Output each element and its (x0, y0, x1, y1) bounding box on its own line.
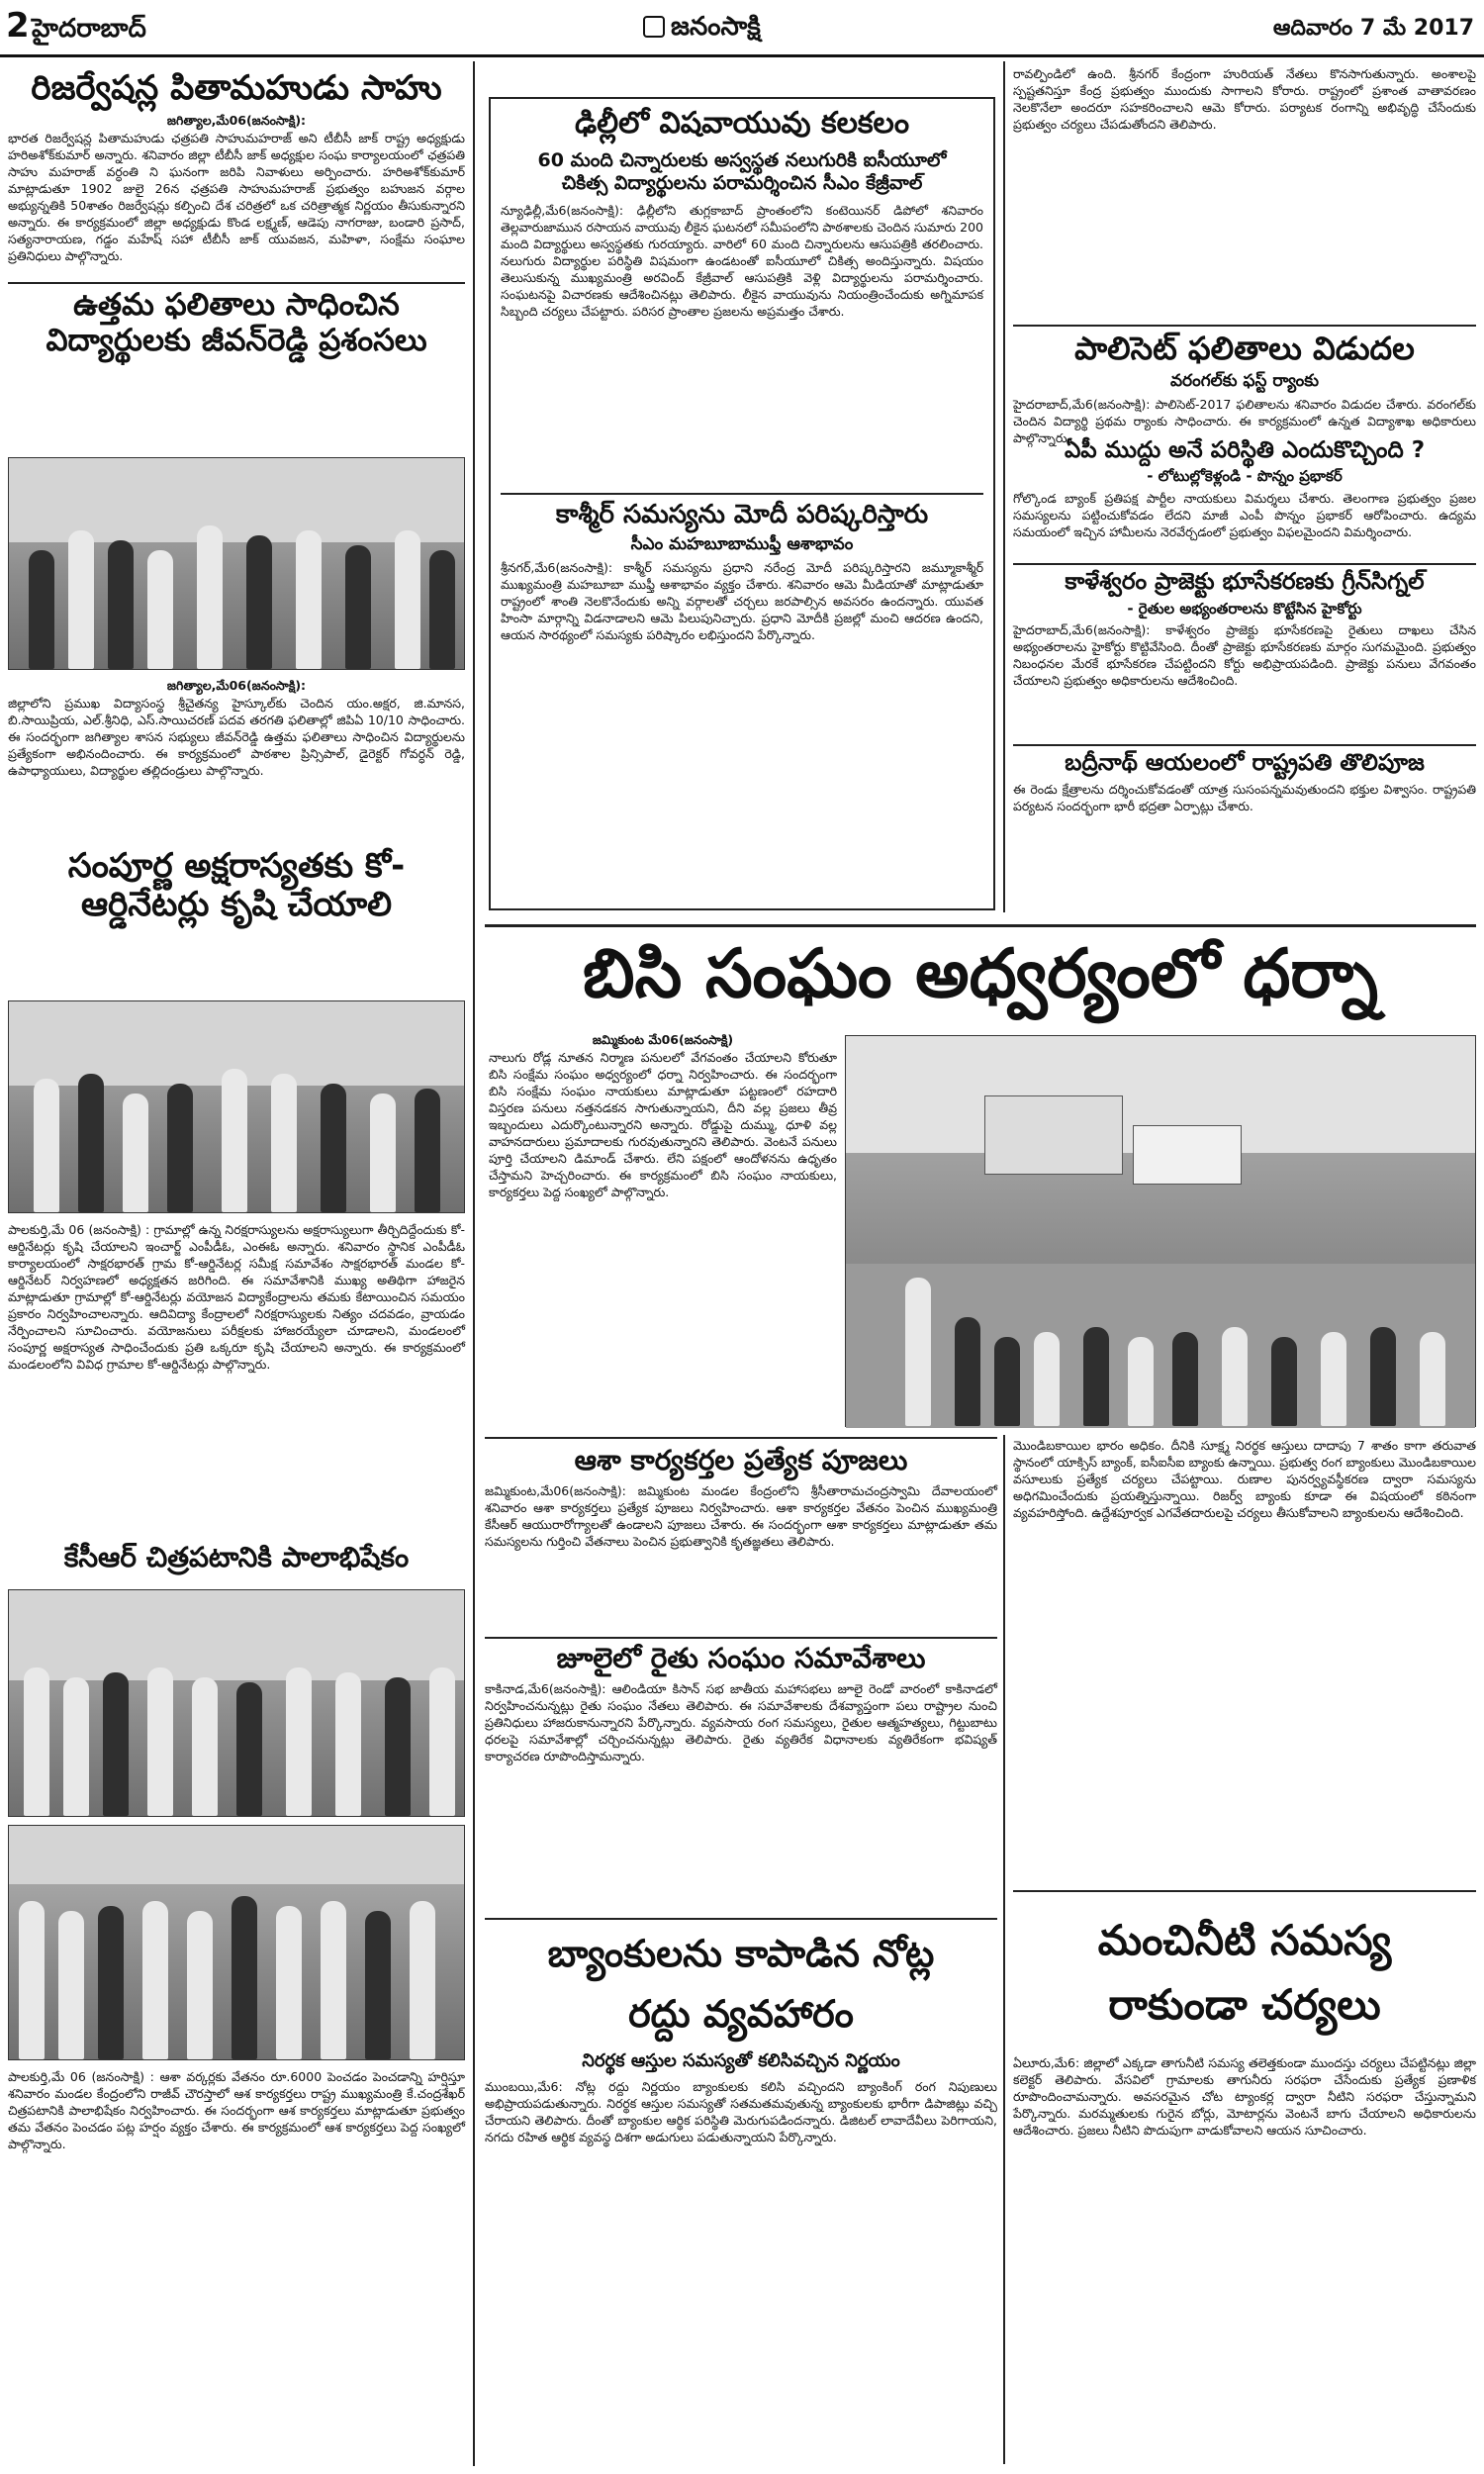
article-body: ఏలూరు,మే6: జిల్లాలో ఎక్కడా తాగునీటి సమస్య తలెత్తకుండా ముందస్తు చర్యలు చేపట్టినట్లు జిల్లా కలెక్టర్ తెలిపారు. వేసవిలో గ్రామాలకు తాగునీరు సరఫరా చేసేందుకు ప్రత్యేక ప్రణాళిక రూపొందించామన్నారు. అవసరమైన చోట ట్యాంకర్ల ద్వారా నీటిని సరఫరా చేస్తున్నామని పేర్కొన్నారు. మరమ్మతులకు గురైన బోర్లు, మోటార్లను వెంటనే బాగు చేయాలని అధికారులను ఆదేశించారు. ప్రజలు నీటిని పొదుపుగా వాడుకోవాలని ఆయన సూచించారు. (1013, 2055, 1476, 2139)
kcr-photo-2 (8, 1825, 465, 2060)
article-body: హైదరాబాద్,మే6(జనంసాక్షి): కాళేశ్వరం ప్రాజెక్టు భూసేకరణపై రైతులు దాఖలు చేసిన అభ్యంతరాలను హైకోర్టు కొట్టివేసింది. దీంతో ప్రాజెక్టు భూసేకరణకు మార్గం సుగమమైంది. ప్రభుత్వం నిబంధనల మేరకే భూసేకరణ చేపట్టిందని కోర్టు అభిప్రాయపడింది. ప్రాజెక్టు పనులు వేగవంతం చేయాలని ప్రభుత్వం అధికారులను ఆదేశించింది. (1013, 622, 1476, 689)
headline-asha: ఆశా కార్యకర్తల ప్రత్యేక పూజలు (574, 1444, 908, 1476)
issue-date: ఆదివారం 7 మే 2017 (1272, 16, 1474, 41)
dateline: జగిత్యాల,మే06(జనంసాక్షి): (166, 678, 307, 693)
article-body: పాలకుర్తి,మే 06 (జనంసాక్షి) : గ్రామాల్లో ఉన్న నిరక్షరాస్యులను అక్షరాస్యులుగా తీర్చిదిద్దేందుకు కో-ఆర్డినేటర్లు కృషి చేయాలని ఇంచార్జ్ ఎంపీడీఓ, ఎంఈఓ అన్నారు. శనివారం స్థానిక ఎంపీడీఓ కార్యాలయంలో సాక్షరభారత్ గ్రామ కో-ఆర్డినేటర్ల సమీక్ష సమావేశం సాక్షరభారత్ మండల కో-ఆర్డినేటర్ నిర్వహణలో అధ్యక్షతన జరిగింది. ఈ సమావేశానికి ముఖ్య అతిథిగా హాజరైన మాట్లాడుతూ గ్రామాల్లో కో-ఆర్డినేటర్లు వయోజన విద్యాకేంద్రాలను తమకు కేటాయించిన సమయం ప్రకారం నిర్వహించాలన్నారు. ఆదివిద్యా కేంద్రాలలో నిరక్షరాస్యులకు నిత్యం చదవడం, వ్రాయడం నేర్పించాలని సూచించారు. వయోజనులు పరీక్షలకు హాజరయ్యేలా చూడాలని, మండలంలో సంపూర్ణ అక్షరాస్యత సాధించేందుకు ప్రతి ఒక్కరూ కృషి చేయాలని అన్నారు. ఈ కార్యక్రమంలో మండలంలోని వివిధ గ్రామాల కో-ఆర్డినేటర్లు పాల్గొన్నారు. (8, 1222, 465, 1372)
masthead (0, 0, 1484, 57)
divider (501, 493, 983, 495)
subheadline-banks: నిరర్థక ఆస్తుల సమస్యతో కలిసివచ్చిన నిర్ణయం (582, 2049, 900, 2071)
headline-delhi: ఢిల్లీలో విషవాయువు కలకలం (574, 106, 910, 141)
article-body: నాలుగు రోడ్ల నూతన నిర్మాణ పనులలో వేగవంతం చేయాలని కోరుతూ బిసి సంక్షేమ సంఘం అధ్వర్యంలో ధర్నా నిర్వహించారు. ఈ సందర్భంగా బిసి సంక్షేమ సంఘం నాయకులు మాట్లాడుతూ పట్టణంలో రహదారి విస్తరణ పనులు నత్తనడకన సాగుతున్నాయని, దీని వల్ల ప్రజలు తీవ్ర ఇబ్బందులు ఎదుర్కొంటున్నారని అన్నారు. రోడ్డుపై దుమ్ము, ధూళి వల్ల వాహనదారులు ప్రమాదాలకు గురవుతున్నారని తెలిపారు. వెంటనే పనులు పూర్తి చేయాలని డిమాండ్ చేశారు. లేని పక్షంలో ఆందోళనను ఉధృతం చేస్తామని హెచ్చరించారు. ఈ కార్యక్రమంలో బిసి సంఘం నాయకులు, కార్యకర్తలు పెద్ద సంఖ్యలో పాల్గొన్నారు. (489, 1050, 837, 1199)
headline-kashmir: కాశ్మీర్ సమస్యను మోదీ పరిష్కరిస్తారు (555, 500, 929, 529)
logo-icon (643, 16, 665, 38)
article-body: మొండిబకాయిల భారం అధికం. దీనికి సూక్ష్మ నిరర్థక ఆస్తులు దాదాపు 7 శాతం కాగా తరువాత స్థానంలో యాక్సిస్ బ్యాంక్, ఐసీఐసీఐ బ్యాంకు ఉన్నాయి. ప్రభుత్వ రంగ బ్యాంకులు మొండిబకాయిల వసూలుకు ప్రత్యేక చర్యలు చేపట్టాయి. రుణాల పునర్వ్యవస్థీకరణ ద్వారా సమస్యను అధిగమించేందుకు ప్రయత్నిస్తున్నాయి. రిజర్వ్ బ్యాంకు కూడా ఈ విషయంలో కఠినంగా వ్యవహరిస్తోంది. ఉద్దేశపూర్వక ఎగవేతదారులపై చర్యలు తీసుకోవాలని బ్యాంకులను ఆదేశించింది. (1013, 1438, 1476, 1520)
article-body: ఈ రెండు క్షేత్రాలను దర్శించుకోవడంతో యాత్ర సుసంపన్నమవుతుందని భక్తుల విశ్వాసం. రాష్ట్రపతి పర్యటన సందర్భంగా భారీ భద్రతా ఏర్పాట్లు చేశారు. (1013, 781, 1476, 813)
subheadline-kaleshwaram: - రైతుల అభ్యంతరాలను కొట్టేసిన హైకోర్టు (1127, 599, 1362, 618)
divider (8, 282, 465, 284)
article-body: జమ్మికుంట,మే06(జనంసాక్షి): జమ్మికుంట మండల కేంద్రంలోని శ్రీసీతారామచంద్రస్వామి దేవాలయంలో శనివారం ఆశా కార్యకర్తలు ప్రత్యేక పూజలు నిర్వహించారు. ఆశా కార్యకర్తల వేతనం పెంచిన ముఖ్యమంత్రి కేసీఆర్ ఆయురారోగ్యాలతో ఉండాలని పూజలు చేశారు. ఈ సందర్భంగా ఆశా కార్యకర్తలు మాట్లాడుతూ తమ సమస్యలను గుర్తించి వేతనాలు పెంచిన ప్రభుత్వానికి కృతజ్ఞతలు తెలిపారు. (485, 1483, 997, 1550)
headline-badrinath: బద్రీనాథ్ ఆయలంలో రాష్ట్రపతి తొలిపూజ (1065, 750, 1425, 777)
divider (1013, 563, 1476, 565)
subheadline-delhi: 60 మంది చిన్నారులకు అస్వస్థత నలుగురికి ఐసీయూలో చికిత్స విద్యార్థులను పరామర్శించిన సీఎం కేజ్రీవాల్ (537, 148, 947, 195)
article-body: ముంబయి,మే6: నోట్ల రద్దు నిర్ణయం బ్యాంకులకు కలిసి వచ్చిందని బ్యాంకింగ్ రంగ నిపుణులు అభిప్రాయపడుతున్నారు. నిరర్థక ఆస్తుల సమస్యతో సతమతమవుతున్న బ్యాంకులకు భారీగా డిపాజిట్లు వచ్చి చేరాయని తెలిపారు. దీంతో బ్యాంకుల ఆర్థిక పరిస్థితి మెరుగుపడిందన్నారు. డిజిటల్ లావాదేవీలు పెరిగాయని, నగదు రహిత ఆర్థిక వ్యవస్థ దిశగా అడుగులు పడుతున్నాయని పేర్కొన్నారు. (485, 2079, 997, 2145)
dateline: జమ్మికుంట మే06(జనంసాక్షి) (592, 1032, 734, 1047)
column-rule-top-right (1003, 61, 1005, 912)
column-rule-bottom-right (1003, 1435, 1005, 2464)
paper-name: జనంసాక్షి (671, 12, 761, 42)
bc-dharna-article (489, 1031, 837, 1427)
article-body: హైదరాబాద్,మే6(జనంసాక్షి): పాలిసెట్-2017 ఫలితాలను శనివారం విడుదల చేశారు. వరంగల్‌కు చెందిన విద్యార్థి ప్రథమ ర్యాంకు సాధించారు. ఈ కార్యక్రమంలో ఉన్నత విద్యాశాఖ అధికారులు పాల్గొన్నారు. (1013, 397, 1476, 446)
headline-kaleshwaram: కాళేశ్వరం ప్రాజెక్టు భూసేకరణకు గ్రీన్‌సిగ్నల్ (1065, 569, 1425, 596)
divider (1013, 325, 1476, 327)
column-rule-left (473, 61, 475, 2466)
divider (485, 1637, 997, 1639)
article-body: శ్రీనగర్,మే6(జనంసాక్షి): కాశ్మీర్ సమస్యను ప్రధాని నరేంద్ర మోదీ పరిష్కరిస్తారని జమ్మూకాశ్మీర్ ముఖ్యమంత్రి మహబూబా ముఫ్తీ ఆశాభావం వ్యక్తం చేశారు. శనివారం ఆమె మీడియాతో మాట్లాడుతూ రాష్ట్రంలో శాంతి నెలకొనేందుకు అన్ని వర్గాలతో చర్చలు జరపాల్సిన అవసరం ఉందన్నారు. యువత హింసా మార్గాన్ని విడనాడాలని ఆమె పిలుపునిచ్చారు. ప్రధాని మోదీకి ప్రజల్లో మంచి ఆదరణ ఉందని, ఆయన సారథ్యంలో సమస్యకు పరిష్కారం లభిస్తుందని పేర్కొన్నారు. (501, 560, 983, 643)
article-body: రావల్పిండిలో ఉంది. శ్రీనగర్ కేంద్రంగా హురియత్ నేతలు కొనసాగుతున్నారు. అంశాలపై స్పష్టతనిస్తూ కేంద్ర ప్రభుత్వం ముందుకు సాగాలని కోరారు. రాష్ట్రంలో ప్రశాంత వాతావరణం నెలకొనేలా అందరూ సహకరించాలని ఆమె కోరారు. పర్యాటక రంగాన్ని అభివృద్ధి చేసేందుకు ప్రభుత్వం చర్యలు చేపడుతోందని తెలిపారు. (1013, 66, 1476, 132)
headline-banks: బ్యాంకులను కాపాడిన నోట్ల రద్దు వ్యవహారం (547, 1932, 935, 2037)
subheadline-kashmir: సీఎం మహబూబాముఫ్తీ ఆశాభావం (630, 533, 854, 554)
top-right-column (1013, 65, 1476, 912)
divider (1013, 1890, 1476, 1892)
divider (485, 1437, 997, 1439)
city-name: హైదరాబాద్ (32, 14, 146, 44)
dateline: జగిత్యాల,మే06(జనంసాక్షి): (166, 113, 307, 129)
subheadline-polycet: వరంగల్‌కు ఫస్ట్ ర్యాంకు (1169, 370, 1320, 391)
delhi-story-box (489, 97, 995, 910)
headline-reservations: రిజర్వేషన్ల పితామహుడు సాహు (31, 68, 442, 108)
kcr-photo-1 (8, 1589, 465, 1817)
lower-right-column (1013, 1437, 1476, 2466)
article-body: జిల్లాలోని ప్రముఖ విద్యాసంస్థ శ్రీచైతన్య హైస్కూల్‌కు చెందిన యం.అక్షర, జి.మానస, బి.సాయిప్రియ, ఎల్.శ్రీనిధి, ఎస్.సాయిచరణ్ పదవ తరగతి ఫలితాల్లో జిపిఏ 10/10 సాధించారు. ఈ సందర్భంగా జగిత్యాల శాసన సభ్యులు జీవన్‌రెడ్డి ఉత్తమ ఫలితాలు సాధించిన విద్యార్థులను ప్రత్యేకంగా అభినందించారు. ఈ కార్యక్రమంలో పాఠశాల ప్రిన్సిపాల్, డైరెక్టర్ గోవర్ధన్ రెడ్డి, ఉపాధ్యాయులు, విద్యార్థుల తల్లిదండ్రులు పాల్గొన్నారు. (8, 696, 465, 778)
paper-logo (643, 10, 761, 44)
article-body: కాకినాడ,మే6(జనంసాక్షి): ఆలిండియా కిసాన్ సభ జాతీయ మహాసభలు జూలై రెండో వారంలో కాకినాడలో నిర్వహించనున్నట్లు రైతు సంఘం నేతలు తెలిపారు. ఈ సమావేశాలకు దేశవ్యాప్తంగా పలు రాష్ట్రాల నుంచి ప్రతినిధులు హాజరుకానున్నారని పేర్కొన్నారు. వ్యవసాయ రంగ సమస్యలు, రైతుల ఆత్మహత్యలు, గిట్టుబాటు ధరలపై సమావేశాల్లో చర్చించనున్నట్లు తెలిపారు. రైతు వ్యతిరేక విధానాలకు వ్యతిరేకంగా భవిష్యత్ కార్యాచరణ రూపొందిస్తామన్నారు. (485, 1681, 997, 1764)
headline-polycet: పాలిసెట్ ఫలితాలు విడుదల (1074, 330, 1415, 367)
headline-drinking-water: మంచినీటి సమస్య రాకుండా చర్యలు (1097, 1916, 1392, 2030)
article-body: భారత రిజర్వేషన్ల పితామహుడు ఛత్రపతి సాహుమహరాజ్ అని టీబీసీ జాక్ రాష్ట్ర అధ్యక్షుడు హరిఅశోక్‌కుమార్ అన్నారు. శనివారం జిల్లా టీబీసీ జాక్ అధ్యక్షుల సంఘ కార్యాలయంలో ఛత్రపతి సాహు మహరాజ్ వర్ధంతి ని ఘనంగా జరిపి నివాళులు అర్పించారు. హరిఅశోక్‌కుమార్ మాట్లాడుతూ 1902 జులై 26న ఛత్రపతి సాహుమహరాజ్ ప్రభుత్వం బహుజన వర్గాల అభ్యున్నతికి 50శాతం రిజర్వేషన్లు కల్పించి దేశ చరిత్రలో ఒక చరిత్రాత్మక నిర్ణయం తీసుకున్నారని అన్నారు. ఈ కార్యక్రమంలో జిల్లా అధ్యక్షుడు కొండ లక్ష్మణ్, ఆడెపు నాగరాజు, బండారి ప్రసాద్, సత్యనారాయణ, గడ్డం మహేష్ సహా టీబీసీ జాక్ యువజన, మహిళా, సంక్షేమ సంఘాల ప్రతినిధులు పాల్గొన్నారు. (8, 131, 465, 264)
lower-center-column (485, 1437, 997, 2466)
divider (1013, 744, 1476, 746)
page-number: 2 (6, 6, 30, 46)
divider (485, 1918, 997, 1920)
students-photo (8, 457, 465, 670)
banner (485, 924, 1476, 1023)
left-column (8, 65, 465, 2465)
article-body: గోల్కొండ బ్యాంక్ ప్రతిపక్ష పార్టీల నాయకులు విమర్శలు చేశారు. తెలంగాణ ప్రభుత్వం ప్రజల సమస్యలను పట్టించుకోవడం లేదని మాజీ ఎంపీ పొన్నం ప్రభాకర్ ఆరోపించారు. ఉద్యమ సమయంలో ఇచ్చిన హామీలను నెరవేర్చడంలో ప్రభుత్వం విఫలమైందని విమర్శించారు. (1013, 491, 1476, 540)
headline-kcr: కేసీఆర్ చిత్రపటానికి పాలాభిషేకం (63, 1541, 410, 1573)
article-body: న్యూఢిల్లీ,మే6(జనంసాక్షి): ఢిల్లీలోని తుగ్లకాబాద్ ప్రాంతంలోని కంటెయినర్ డిపోలో శనివారం తెల్లవారుజామున రసాయన వాయువు లీకైన ఘటనలో సమీపంలోని పాఠశాలకు చెందిన సుమారు 200 మంది విద్యార్థులు అస్వస్థతకు గురయ్యారు. వారిలో 60 మంది చిన్నారులను ఆసుపత్రికి తరలించారు. నలుగురు విద్యార్థుల పరిస్థితి విషమంగా ఉండటంతో ఐసీయూలో చికిత్స అందిస్తున్నారు. విషయం తెలుసుకున్న ముఖ్యమంత్రి అరవింద్ కేజ్రీవాల్ ఆసుపత్రికి వెళ్లి విద్యార్థులను పరామర్శించారు. సంఘటనపై విచారణకు ఆదేశించినట్లు తెలిపారు. లీకైన వాయువును నియంత్రించేందుకు అగ్నిమాపక సిబ్బంది చర్యలు చేపట్టారు. పరిసర ప్రాంతాల ప్రజలను అప్రమత్తం చేశారు. (501, 203, 983, 319)
literacy-photo (8, 1000, 465, 1213)
headline-farmers: జూలైలో రైతు సంఘం సమావేశాలు (556, 1642, 926, 1675)
dharna-photo (845, 1035, 1476, 1427)
headline-literacy: సంపూర్ణ అక్షరాస్యతకు కో-ఆర్డినేటర్లు కృషి చేయాలి (67, 846, 406, 925)
headline-ap: ఏపీ ముద్దు అనే పరిస్థితి ఎందుకొచ్చింది ? (1064, 437, 1426, 464)
article-body: పాలకుర్తి,మే 06 (జనంసాక్షి) : ఆశా వర్కర్లకు వేతనం రూ.6000 పెంచడం పెంచడాన్ని హర్షిస్తూ శనివారం మండల కేంద్రంలోని రాజీవ్ చౌరస్తాలో ఆశ కార్యకర్తలు రాష్ట్ర ముఖ్యమంత్రి కే.చంద్రశేఖర్ చిత్రపటానికి పాలాభిషేకం నిర్వహించారు. ఈ సందర్భంగా ఆశ కార్యకర్తలు మాట్లాడుతూ ప్రభుత్వం తమ వేతనం పెంచడం పట్ల హర్షం వ్యక్తం చేశారు. ఈ కార్యక్రమంలో ఆశ కార్యకర్తలు పెద్ద సంఖ్యలో పాల్గొన్నారు. (8, 2069, 465, 2151)
headline-bc-dharna: బిసి సంఘం అధ్వర్యంలో ధర్నా (583, 935, 1378, 1013)
headline-students: ఉత్తమ ఫలితాలు సాధించిన విద్యార్థులకు జీవన్‌రెడ్డి ప్రశంసలు (46, 287, 427, 358)
subheadline-ap: - లోటుల్లోకెళ్లండి - పొన్నం ప్రభాకర్ (1147, 467, 1343, 486)
